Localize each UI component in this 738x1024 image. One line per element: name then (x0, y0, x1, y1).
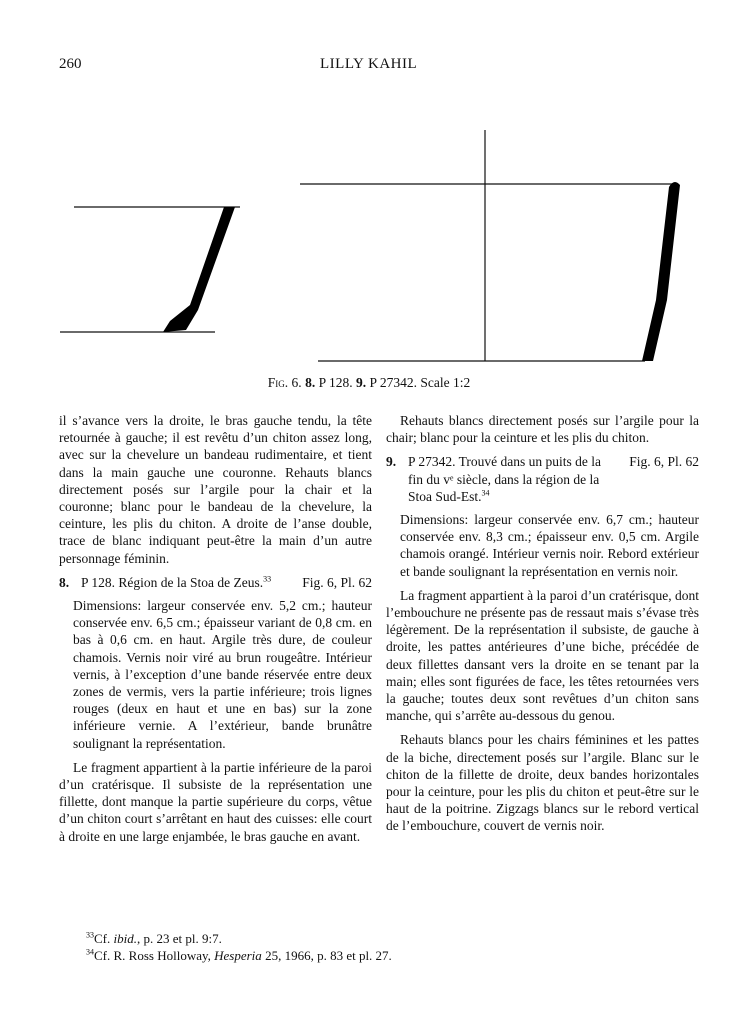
entry-figure-ref: Fig. 6, Pl. 62 (302, 574, 372, 590)
running-title: LILLY KAHIL (320, 56, 418, 72)
entry-number: 8. (59, 574, 70, 590)
footnote-text: Cf. (94, 931, 114, 946)
footnote-text: Cf. R. Ross Holloway, (94, 948, 215, 963)
footnote-italic: Hesperia (214, 948, 262, 963)
left-column (59, 412, 372, 852)
right-column (386, 412, 699, 842)
caption-label: Fig. 6. (267, 375, 302, 390)
footnote-number: 34 (86, 947, 94, 957)
page-number: 260 (59, 56, 82, 72)
figure-caption (0, 375, 738, 391)
caption-text-8: P 128. (318, 375, 353, 390)
caption-item-9: 9. (355, 375, 367, 390)
description-9-colors: Rehauts blancs pour les chairs féminines et les pattes de la biche, directement posés sur l’argile. Blanc sur le chiton de la fillette de droite, deux bandes horizontales pour la ceinture, pour les plis du chiton et peut-être sur le haut de la poitrine. Zigzags blancs sur le rebord vertical de l’embouchure, couvert de vernis noir. (386, 732, 699, 834)
footnote-number: 33 (86, 930, 94, 940)
entry-heading (408, 453, 614, 505)
footnote-ref-33: 33 (263, 574, 272, 584)
footnote-34 (86, 947, 392, 964)
footnotes (86, 930, 392, 964)
profile-p27342 (300, 130, 680, 361)
footnote-ref-34: 34 (481, 488, 490, 498)
profile-p128 (60, 207, 240, 332)
right-paragraph-1: Rehauts blancs directement posés sur l’argile pour la chair; blanc pour la ceinture et les plis du chiton. (386, 413, 699, 446)
description-8: Le fragment appartient à la partie inférieure de la paroi d’un cratérisque. Il subsiste de la représentation une fillette, dont manque la partie supérieure du corps, vêtue d’un chiton court s’arrêtant en haut des cuisses: elle court à droite en une large enjambée, le bras gauche en avant. (59, 759, 372, 844)
footnote-text: 25, 1966, p. 83 et pl. 27. (261, 948, 392, 963)
vessel-wall-profile-9 (642, 182, 680, 361)
catalogue-entry-9 (386, 453, 699, 505)
entry-heading (81, 574, 287, 591)
description-9: La fragment appartient à la paroi d’un cratérisque, dont l’embouchure ne présente pas de ressaut mais s’évase très légèrement. De la représentation il subsiste, de gauche à droite, les pattes antérieures d’une biche, précédée de deux fillettes dansant vers la droite en se tenant par la main; elles sont figurées de face, les têtes retournées vers la gauche; toutes deux sont revêtues d’un chiton sans manche, qui s’arrête au-dessous du genou. (386, 587, 699, 724)
entry-heading-text: P 128. Région de la Stoa de Zeus. (81, 574, 264, 590)
dimensions-8: Dimensions: largeur conservée env. 5,2 cm.; hauteur conservée env. 6,5 cm.; épaisseur variant de 0,8 cm. en bas à 0,6 cm. en haut. Argile très dure, de couleur chamois. Vernis noir viré au brun rougeâtre. Intérieur vernis, à l’exception d’une bande réservée entre deux zones de vermis, vers la partie inférieure; trois lignes rouges (deux en haut et une en bas) sur la zone inférieure vernie. A l’extérieur, bande brunâtre soulignant la représentation. (73, 598, 372, 751)
vessel-wall-profile-8 (163, 207, 235, 332)
profile-drawings-figure (0, 120, 738, 370)
footnote-33 (86, 930, 392, 947)
caption-text-9: P 27342. Scale 1:2 (369, 375, 471, 390)
caption-item-8: 8. (305, 375, 316, 390)
footnote-text: , p. 23 et pl. 9:7. (136, 931, 222, 946)
entry-figure-ref: Fig. 6, Pl. 62 (629, 454, 699, 470)
catalogue-entry-8 (59, 574, 372, 591)
entry-heading-text: P 27342. Trouvé dans un puits de la fin du vᵉ siècle, dans la région de la Stoa Sud-Est. (408, 454, 602, 504)
dimensions-9: Dimensions: largeur conservée env. 6,7 cm.; hauteur conservée env. 8,3 cm.; épaisseur env. 0,5 cm. Argile chamois orangé. Intérieur vernis noir. Rebord extérieur et bande soulignant la représentation en vernis noir. (400, 512, 699, 579)
footnote-italic: ibid. (113, 931, 137, 946)
left-paragraph-1: il s’avance vers la droite, le bras gauche tendu, la tête retournée à gauche; il est revêtu d’un chiton assez long, avec sur la chevelure un bandeau rudimentaire, et tient dans la main gauche une couronne. Rehauts blancs directement posés sur l’argile pour la chair et la couronne; blanc pour le bandeau de la chevelure, la ceinture, les plis du chiton. A droite de l’anse double, trace de blanc indiquant peut-être la main d’un autre personnage féminin. (59, 413, 372, 566)
entry-number: 9. (386, 454, 397, 470)
